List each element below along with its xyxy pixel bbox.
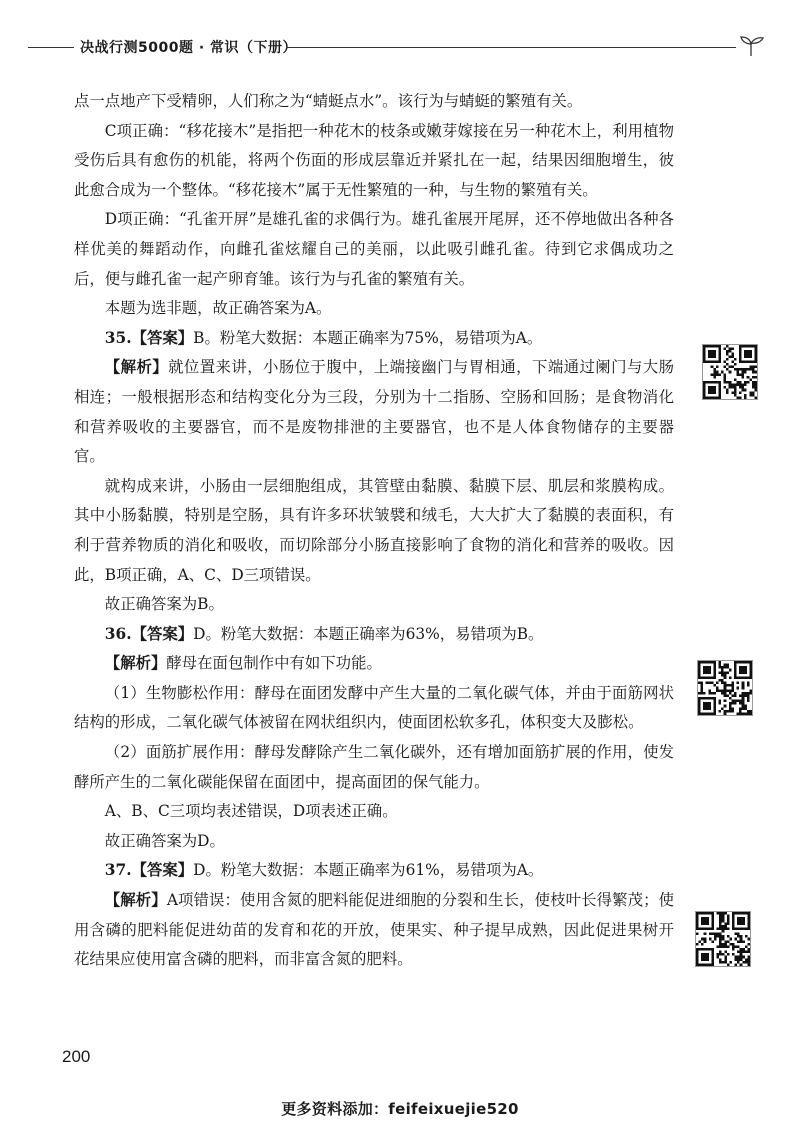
qr-code-icon [697,660,753,716]
answer-text: B。粉笔大数据：本题正确率为75%，易错项为A。 [193,328,543,347]
running-header [28,34,768,58]
q37-analysis [74,886,674,975]
qr-code-icon [695,911,751,967]
analysis-text: 酵母在面包制作中有如下功能。 [166,654,382,673]
paragraph: D项正确：“孔雀开屏”是雄孔雀的求偶行为。雄孔雀展开尾屏，还不停地做出各种各样优美的舞蹈动作，向雌孔雀炫耀自己的美丽，以此吸引雌孔雀。待到它求偶成功之后，便与雌孔雀一起产卵育雏。该行为与孔雀的繁殖有关。 [74,210,674,288]
sprout-icon [736,34,766,58]
q36-answer [74,620,674,650]
question-number: 36. [104,624,132,643]
q35-analysis [74,353,674,471]
paragraph: 点一点地产下受精卵，人们称之为“蜻蜓点水”。该行为与蜻蜓的繁殖有关。 [74,92,583,110]
conclusion: 故正确答案为B。 [104,595,224,614]
header-title: 决战行测5000题 · 常识（下册） [80,40,298,56]
footer-note: 更多资料添加：feifeixuejie520 [281,1100,519,1118]
page-content [74,87,674,975]
paragraph: C项正确：“移花接木”是指把一种花木的枝条或嫩芽嫁接在另一种花木上，利用植物受伤后具有愈伤的机能，将两个伤面的形成层靠近并紧扎在一起，结果因细胞增生，彼此愈合成为一个整体。“移花接木”属于无性繁殖的一种，与生物的繁殖有关。 [74,121,674,199]
q35-answer [74,324,674,354]
list-item: （1）生物膨松作用：酵母在面团发酵中产生大量的二氧化碳气体，并由于面筋网状结构的形成，二氧化碳气体被留在网状组织内，使面团松软多孔，体积变大及膨松。 [74,683,674,732]
list-item: （2）面筋扩展作用：酵母发酵除产生二氧化碳外，还有增加面筋扩展的作用，使发酵所产生的二氧化碳能保留在面团中，提高面团的保气能力。 [74,743,674,791]
q36-analysis [74,649,674,679]
question-number: 37. [104,861,132,880]
analysis-tag: 【解析】 [104,654,167,673]
question-number: 35. [104,328,132,347]
header-rule-left [28,47,74,48]
answer-tag: 【答案】 [131,861,194,880]
header-rule-right [286,47,736,48]
analysis-tag: 【解析】 [104,358,169,377]
conclusion: 故正确答案为D。 [104,831,225,850]
paragraph: 本题为选非题，故正确答案为A。 [104,299,332,318]
qr-code-icon [702,344,758,400]
q37-answer [74,856,674,886]
answer-text: D。粉笔大数据：本题正确率为61%，易错项为A。 [193,861,544,880]
answer-tag: 【答案】 [131,328,194,347]
summary: A、B、C三项均表述错误，D项表述正确。 [104,802,398,821]
answer-text: D。粉笔大数据：本题正确率为63%，易错项为B。 [193,624,544,643]
analysis-tag: 【解析】 [104,891,167,910]
page-number: 200 [62,1047,91,1066]
analysis-text: A项错误：使用含氮的肥料能促进细胞的分裂和生长，使枝叶长得繁茂；使用含磷的肥料能促进幼苗的发育和花的开放，使果实、种子提早成熟，因此促进果树开花结果应使用富含磷的肥料，而非富含氮的肥料。 [74,891,674,969]
paragraph: 就构成来讲，小肠由一层细胞组成，其管壁由黏膜、黏膜下层、肌层和浆膜构成。其中小肠黏膜，特别是空肠，具有许多环状皱襞和绒毛，大大扩大了黏膜的表面积，有利于营养物质的消化和吸收，而切除部分小肠直接影响了食物的消化和营养的吸收。因此，B项正确，A、C、D三项错误。 [74,476,674,584]
analysis-text: 就位置来讲，小肠位于腹中，上端接幽门与胃相通，下端通过阑门与大肠相连；一般根据形态和结构变化分为三段，分别为十二指肠、空肠和回肠；是食物消化和营养吸收的主要器官，而不是废物排泄的主要器官，也不是人体食物储存的主要器官。 [74,358,674,466]
answer-tag: 【答案】 [131,624,194,643]
